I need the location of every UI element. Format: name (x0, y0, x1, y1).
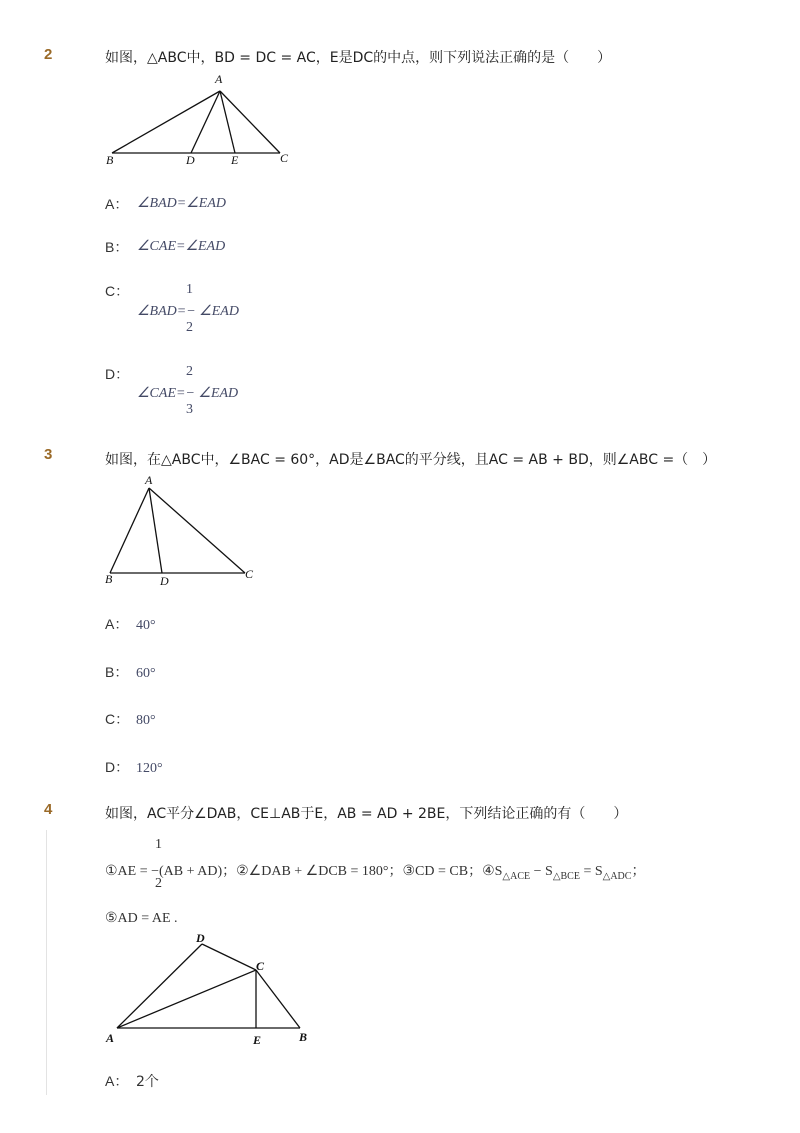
option-c-label[interactable]: C： (105, 711, 130, 727)
fraction-numerator: 1 (155, 837, 162, 852)
fraction-denominator: 3 (186, 402, 193, 417)
option-a-label[interactable]: A： (105, 616, 129, 632)
question-number: 4 (44, 801, 53, 818)
option-d-label[interactable]: D： (105, 759, 130, 775)
option-a-value[interactable]: 2个 (136, 1074, 159, 1090)
subscript-adc: △ADC (602, 871, 632, 882)
fraction-numerator: 2 (186, 364, 193, 379)
question-number: 2 (44, 46, 53, 63)
point-label-e: E (253, 1033, 262, 1047)
vertex-label-c: C (280, 151, 289, 165)
subscript-bce: △BCE (552, 871, 580, 882)
option-b-value[interactable]: 60° (136, 666, 156, 681)
option-d-value[interactable]: ∠CAE=− ∠EAD (137, 386, 239, 401)
option-d-label[interactable]: D： (105, 366, 130, 382)
question-stem: 如图，△ABC中，BD = DC = AC，E是DC的中点，则下列说法正确的是（ ） (105, 50, 612, 66)
vertex-label-d: D (196, 931, 205, 945)
option-a-value[interactable]: 40° (136, 618, 156, 633)
point-label-d: D (160, 574, 169, 588)
statements-1-to-4: ①AE = −(AB + AD)；②∠DAB + ∠DCB = 180°；③CD = CB；④S (105, 864, 503, 879)
option-c-label[interactable]: C： (105, 283, 130, 299)
question-stem: 如图，AC平分∠DAB，CE⊥AB于E，AB = AD + 2BE，下列结论正确的有（ ） (105, 806, 628, 822)
point-label-d: D (186, 153, 195, 167)
vertex-label-a: A (106, 1031, 115, 1045)
option-a-value[interactable]: ∠BAD=∠EAD (137, 196, 226, 211)
fraction-numerator: 1 (186, 282, 193, 297)
vertex-label-b: B (105, 572, 113, 586)
vertex-label-b: B (106, 153, 114, 167)
minus-sign: − S (530, 864, 553, 879)
fraction-denominator: 2 (155, 876, 162, 891)
option-c-value[interactable]: 80° (136, 713, 156, 728)
option-a-label[interactable]: A： (105, 1073, 129, 1089)
semicolon: ； (631, 864, 646, 879)
option-b-value[interactable]: ∠CAE=∠EAD (137, 239, 226, 254)
equals-sign: = S (579, 864, 603, 879)
vertex-label-b: B (299, 1030, 308, 1044)
vertex-label-a: A (145, 473, 153, 487)
question-stem: 如图，在△ABC中，∠BAC = 60°，AD是∠BAC的平分线，且AC = AB + BD，则∠ABC =（ ） (105, 452, 717, 468)
vertex-label-c: C (245, 567, 254, 581)
option-c-value[interactable]: ∠BAD=− ∠EAD (137, 304, 239, 319)
vertex-label-a: A (215, 72, 223, 86)
option-d-value[interactable]: 120° (136, 761, 163, 776)
subscript-ace: △ACE (502, 871, 531, 882)
statement-line-2: ⑤AD = AE . (105, 911, 178, 926)
option-a-label[interactable]: A： (105, 196, 129, 212)
option-b-label[interactable]: B： (105, 239, 129, 255)
option-b-label[interactable]: B： (105, 664, 129, 680)
fraction-denominator: 2 (186, 320, 193, 335)
point-label-e: E (231, 153, 239, 167)
vertex-label-c: C (256, 959, 265, 973)
question-number: 3 (44, 446, 53, 463)
